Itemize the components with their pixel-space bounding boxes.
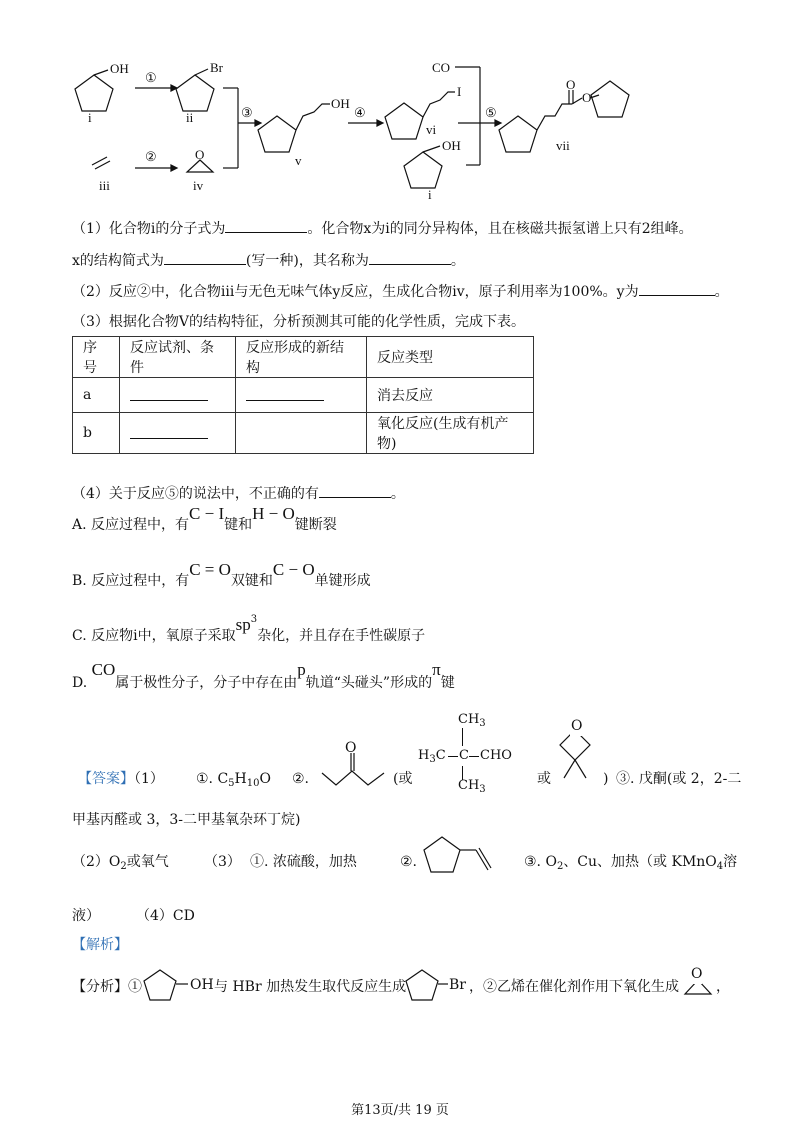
svg-text:vi: vi	[426, 122, 437, 137]
svg-text:iv: iv	[193, 178, 204, 193]
q4-option-d: D. CO属于极性分子，分子中存在由p轨道“头碰头”形成的π键	[72, 660, 455, 691]
q1-blank-name[interactable]	[369, 250, 451, 265]
central-c: C	[459, 748, 469, 763]
svg-text:i: i	[88, 110, 92, 125]
answer-or2: 或	[537, 771, 551, 787]
bond-top	[462, 728, 463, 746]
cyclopentane-ring-i	[75, 75, 113, 111]
answer-q3: （3）	[204, 854, 241, 870]
analysis-tag: 【解析】	[72, 937, 128, 953]
bond-right	[469, 756, 479, 757]
q1-blank-structure[interactable]	[164, 250, 246, 265]
q4-option-c: C. 反应物ⅰ中，氧原子采取$sp^3$杂化，并且存在手性碳原子	[72, 614, 426, 644]
svg-text:iii: iii	[99, 178, 110, 193]
svg-text:OH: OH	[110, 61, 129, 76]
answer-q2: $(2)O_2$或氧气	[72, 854, 169, 872]
svg-text:③: ③	[241, 105, 253, 120]
answer-line1: 【答案】（1）	[78, 771, 164, 787]
q1-line2: x的结构简式为 (写一种)，其名称为 。	[72, 250, 465, 271]
cyclopentane-ring-v	[258, 116, 296, 152]
ch3-top: $CH_3$	[458, 712, 486, 729]
q3-row-type: 消去反应	[367, 378, 534, 413]
svg-text:ii: ii	[186, 110, 194, 125]
q1-blank-formula[interactable]	[225, 218, 307, 233]
q4-option-b: B. 反应过程中，有C = O双键和C − O单键形成	[72, 560, 371, 589]
svg-text:i: i	[428, 187, 432, 202]
answer-line2: 甲基丙醛或 3，3-二甲基氧杂环丁烷)	[72, 812, 301, 828]
q3-header-cell: 反应试剂、条件	[120, 337, 236, 378]
epoxide-o: O	[691, 966, 703, 982]
svg-text:Br: Br	[210, 60, 223, 75]
q3-blank-a-structure[interactable]	[246, 386, 324, 401]
q3-header-cell: 反应形成的新结构	[236, 337, 367, 378]
q2-line: （2）反应②中，化合物ⅲ与无色无味气体y反应，生成化合物ⅳ，原子利用率为100%。y为 。	[72, 281, 729, 302]
answer-tag: 【答案】	[78, 771, 134, 787]
answer-3: ③. 戊酮(或 2，2-二	[616, 771, 742, 787]
q3-row-id: b	[73, 413, 120, 454]
answer-q3-1: ①. 浓硫酸，加热	[250, 854, 357, 870]
svg-text:v: v	[295, 153, 302, 168]
svg-text:OH: OH	[331, 96, 350, 111]
cyclopentane-ring-vi	[385, 103, 423, 139]
q4-option-a: A. 反应过程中，有C − I键和H − O键断裂	[72, 504, 337, 533]
vinylcyclopentane-structure	[422, 832, 502, 882]
reaction-scheme	[0, 0, 800, 205]
cho-group: CHO	[480, 748, 512, 763]
answer-close: )	[603, 771, 609, 787]
page-footer: 第13页/共 19 页	[351, 1103, 449, 1118]
answer-formula: ①. $C_5H_{10}O$	[196, 771, 271, 789]
ketone-o-label: O	[345, 740, 357, 756]
q4-blank[interactable]	[319, 483, 391, 498]
bond-left	[448, 756, 458, 757]
analysis-lead: 【分析】①	[72, 979, 142, 995]
answer-line4b: （4）CD	[136, 908, 195, 924]
analysis-br: Br	[449, 977, 466, 993]
q3-blank-b-reagent[interactable]	[130, 424, 208, 439]
answer-2-label: ②.	[292, 771, 310, 787]
cyclopentane-ring-vii-b	[591, 81, 629, 117]
svg-text:CO: CO	[432, 60, 451, 75]
cyclopentane-ring-vii	[499, 116, 537, 152]
answer-or1: (或	[393, 771, 413, 787]
q3-row-id: a	[73, 378, 120, 413]
svg-text:I: I	[457, 84, 462, 99]
q3-header-cell: 序号	[73, 337, 120, 378]
analysis-text3: ，	[716, 979, 730, 995]
answer-line4a: 液）	[72, 908, 100, 924]
analysis-oh: OH	[190, 977, 214, 993]
svg-text:OH: OH	[442, 138, 461, 153]
analysis-text2: ，②乙烯在催化剂作用下氧化生成	[469, 979, 679, 995]
q3-blank-a-reagent[interactable]	[130, 386, 208, 401]
q2-blank-y[interactable]	[639, 281, 715, 296]
svg-text:⑤: ⑤	[485, 105, 497, 120]
dimethylpropanal-structure	[418, 712, 528, 795]
q3-header-row	[73, 337, 534, 378]
q3-intro: （3）根据化合物V的结构特征，分析预测其可能的化学性质，完成下表。	[72, 314, 526, 330]
q3-table	[72, 336, 534, 454]
q4-stem: （4）关于反应⑤的说法中，不正确的有 。	[72, 483, 405, 504]
svg-text:O: O	[582, 90, 592, 105]
answer-q3-2: ②.	[400, 854, 418, 870]
q3-header-cell: 反应类型	[367, 337, 534, 378]
svg-text:④: ④	[354, 105, 366, 120]
svg-text:②: ②	[145, 149, 157, 164]
table-row	[73, 413, 534, 454]
svg-text:O: O	[195, 147, 205, 162]
svg-text:vii: vii	[556, 138, 570, 153]
svg-text:①: ①	[145, 70, 157, 85]
table-row	[73, 378, 534, 413]
q1-line1: （1）化合物ⅰ的分子式为 。化合物x为ⅰ的同分异构体，且在核磁共振氢谱上只有2组峰。	[72, 218, 693, 239]
svg-text:O: O	[566, 77, 576, 92]
analysis-text1: 与 HBr 加热发生取代反应生成	[214, 979, 407, 995]
cyclopentane-ring-ii	[176, 75, 214, 111]
oxetane-o-label: O	[571, 718, 583, 734]
h3c-left: $H_3C$	[418, 748, 446, 765]
cyclopentane-ring-i-lower	[404, 152, 442, 188]
q3-row-type: 氧化反应(生成有机产物)	[367, 413, 534, 454]
answer-q3-3: ③. $O_2$、Cu、加热（或 KMnO$_4$溶	[524, 854, 738, 872]
ch3-bottom: $CH_3$	[458, 778, 486, 795]
